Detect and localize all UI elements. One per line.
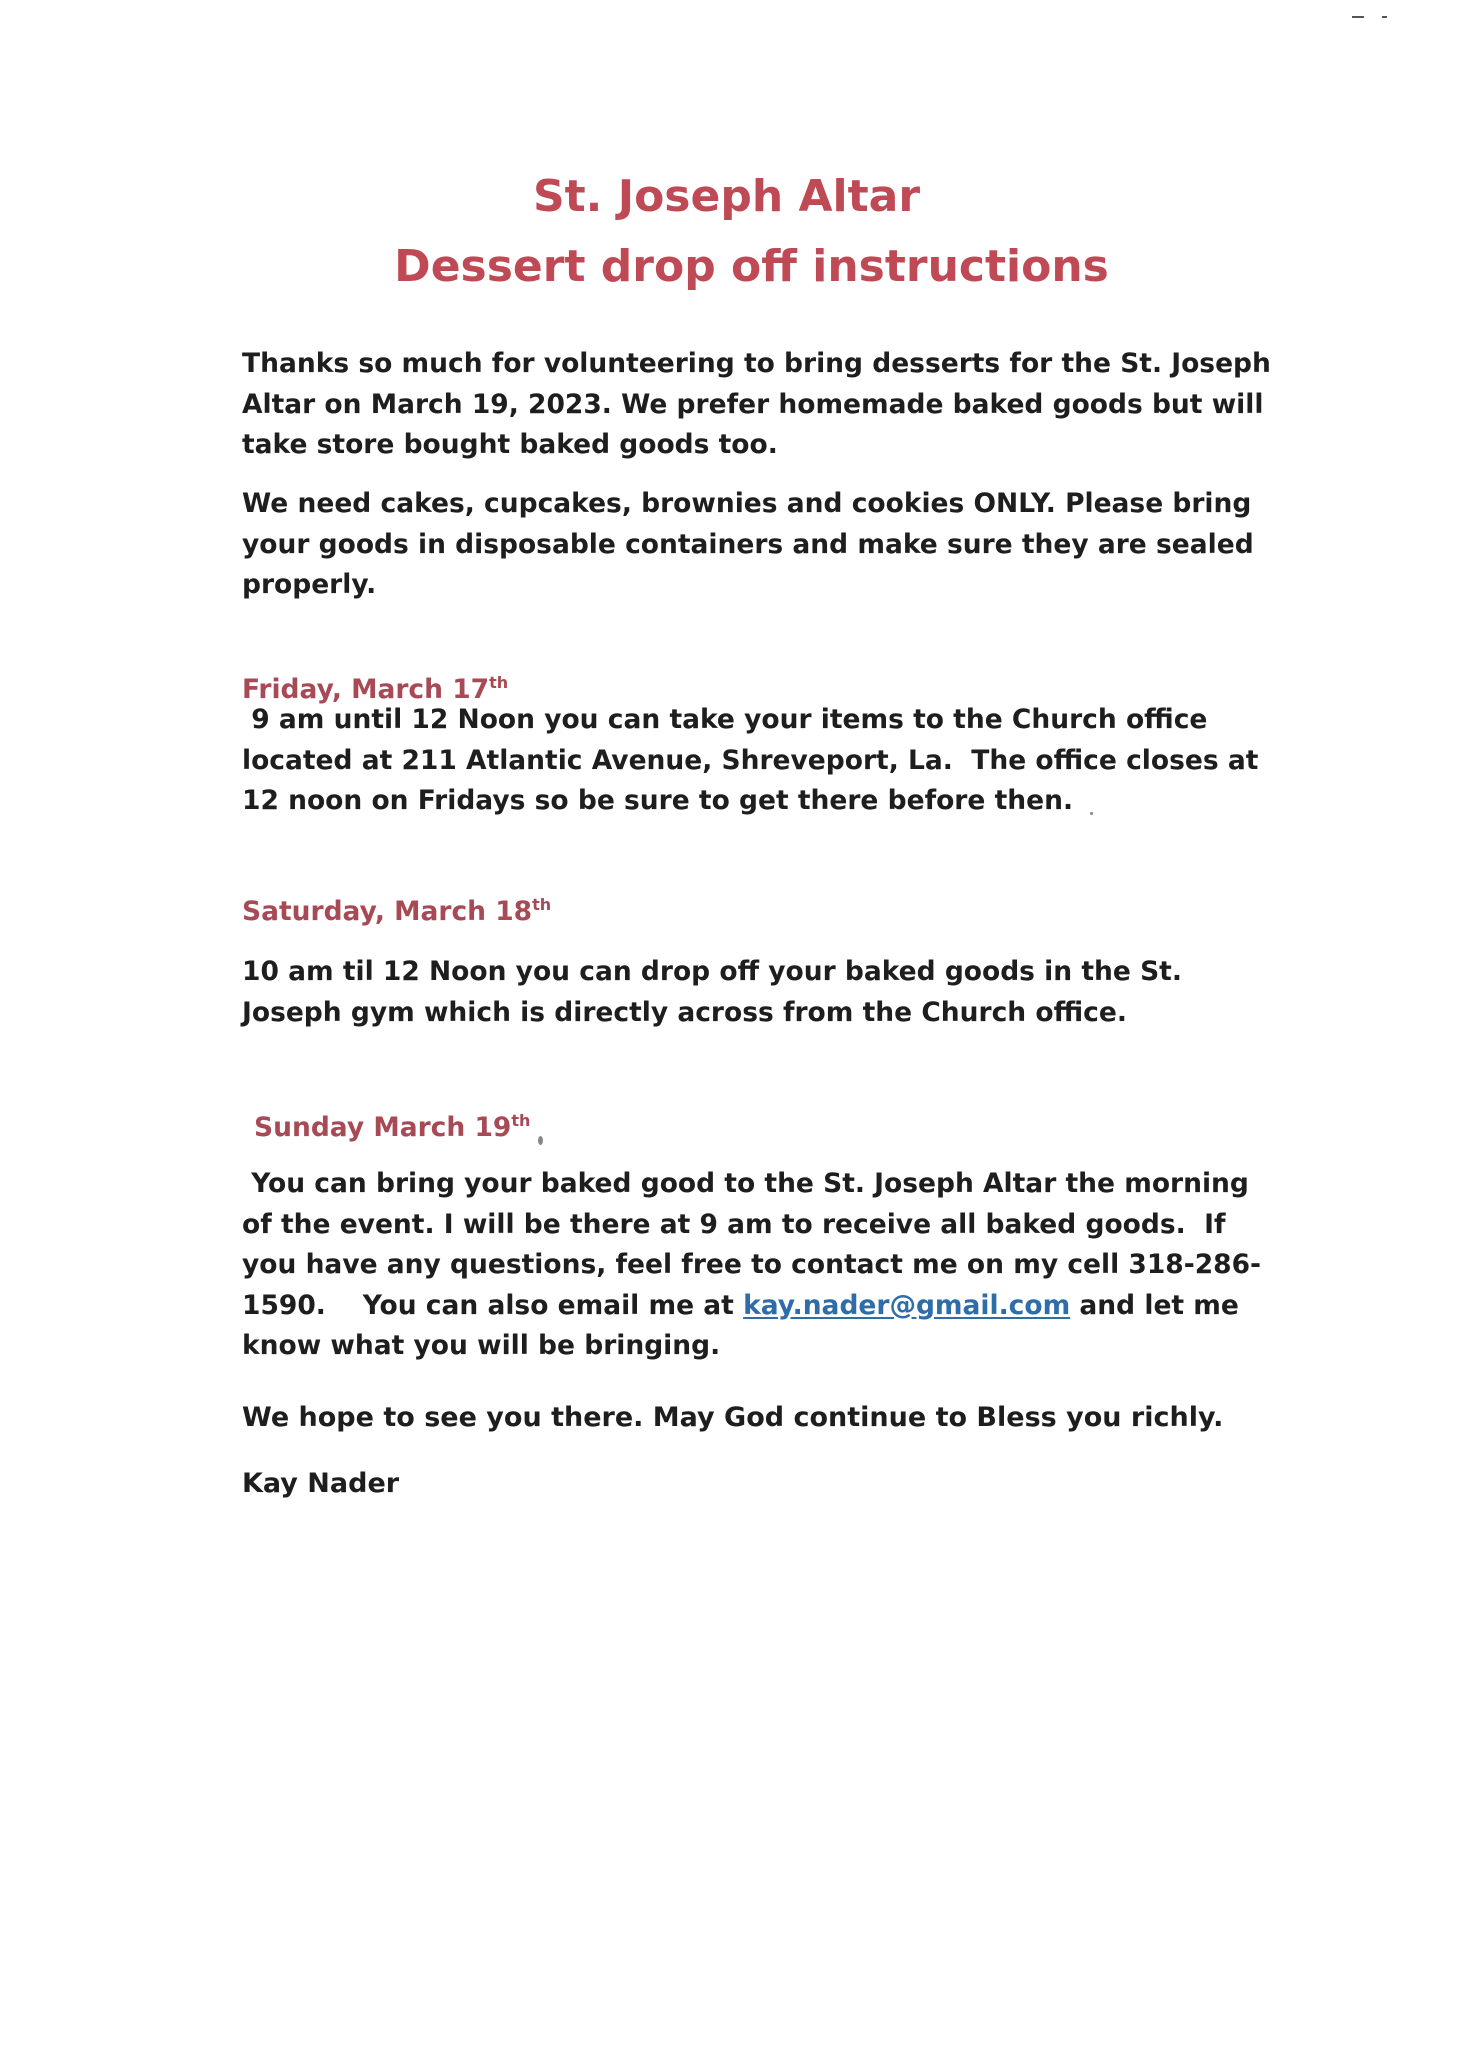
scan-speck	[1090, 812, 1093, 815]
saturday-heading	[242, 896, 551, 927]
closing-blessing: We hope to see you there. May God continue to Bless you richly.	[242, 1402, 1224, 1433]
scan-mark	[1382, 16, 1387, 18]
saturday-body: 10 am til 12 Noon you can drop off your baked goods in the St. Joseph gym which is directly across from the Church office.	[242, 956, 1182, 1028]
friday-heading-suffix: th	[489, 673, 509, 693]
friday-body: 9 am until 12 Noon you can take your items to the Church office located at 211 Atlantic Avenue, Shreveport, La. The office closes at 12 noon on Fridays so be sure to get there before then.	[242, 704, 1268, 816]
sunday-heading-suffix: th	[511, 1111, 531, 1131]
sunday-heading-text: Sunday March 19	[254, 1112, 512, 1143]
email-link[interactable]: kay.nader@gmail.com	[743, 1289, 1071, 1321]
title-line-1: St. Joseph Altar	[532, 171, 921, 222]
scan-speck	[538, 1136, 543, 1145]
title-line-2: Dessert drop off instructions	[394, 241, 1109, 292]
intro-paragraph-1: Thanks so much for volunteering to bring desserts for the St. Joseph Altar on March 19, 2023. We prefer homemade baked goods but will take store bought baked goods too.	[242, 348, 1271, 460]
sunday-heading	[254, 1112, 530, 1143]
saturday-heading-suffix: th	[532, 895, 552, 915]
saturday-heading-text: Saturday, March 18	[242, 896, 533, 927]
sunday-body-end: and let me know what you will be bringing.	[242, 1289, 1249, 1361]
intro-paragraph-2: We need cakes, cupcakes, brownies and cookies ONLY. Please bring your goods in disposable containers and make sure they are sealed properly.	[242, 488, 1254, 600]
sunday-body-text: You can bring your baked good to the St. Joseph Altar the morning of the event. I will be there at 9 am to receive all baked goods. If you have any questions, feel free to contact me on my cell 318-286-1590. You can also email me at	[242, 1168, 1262, 1321]
signature: Kay Nader	[242, 1468, 400, 1499]
friday-heading-text: Friday, March 17	[242, 674, 490, 705]
document-title	[0, 162, 1473, 302]
sunday-body	[242, 1164, 1282, 1367]
scan-mark	[1352, 16, 1364, 18]
